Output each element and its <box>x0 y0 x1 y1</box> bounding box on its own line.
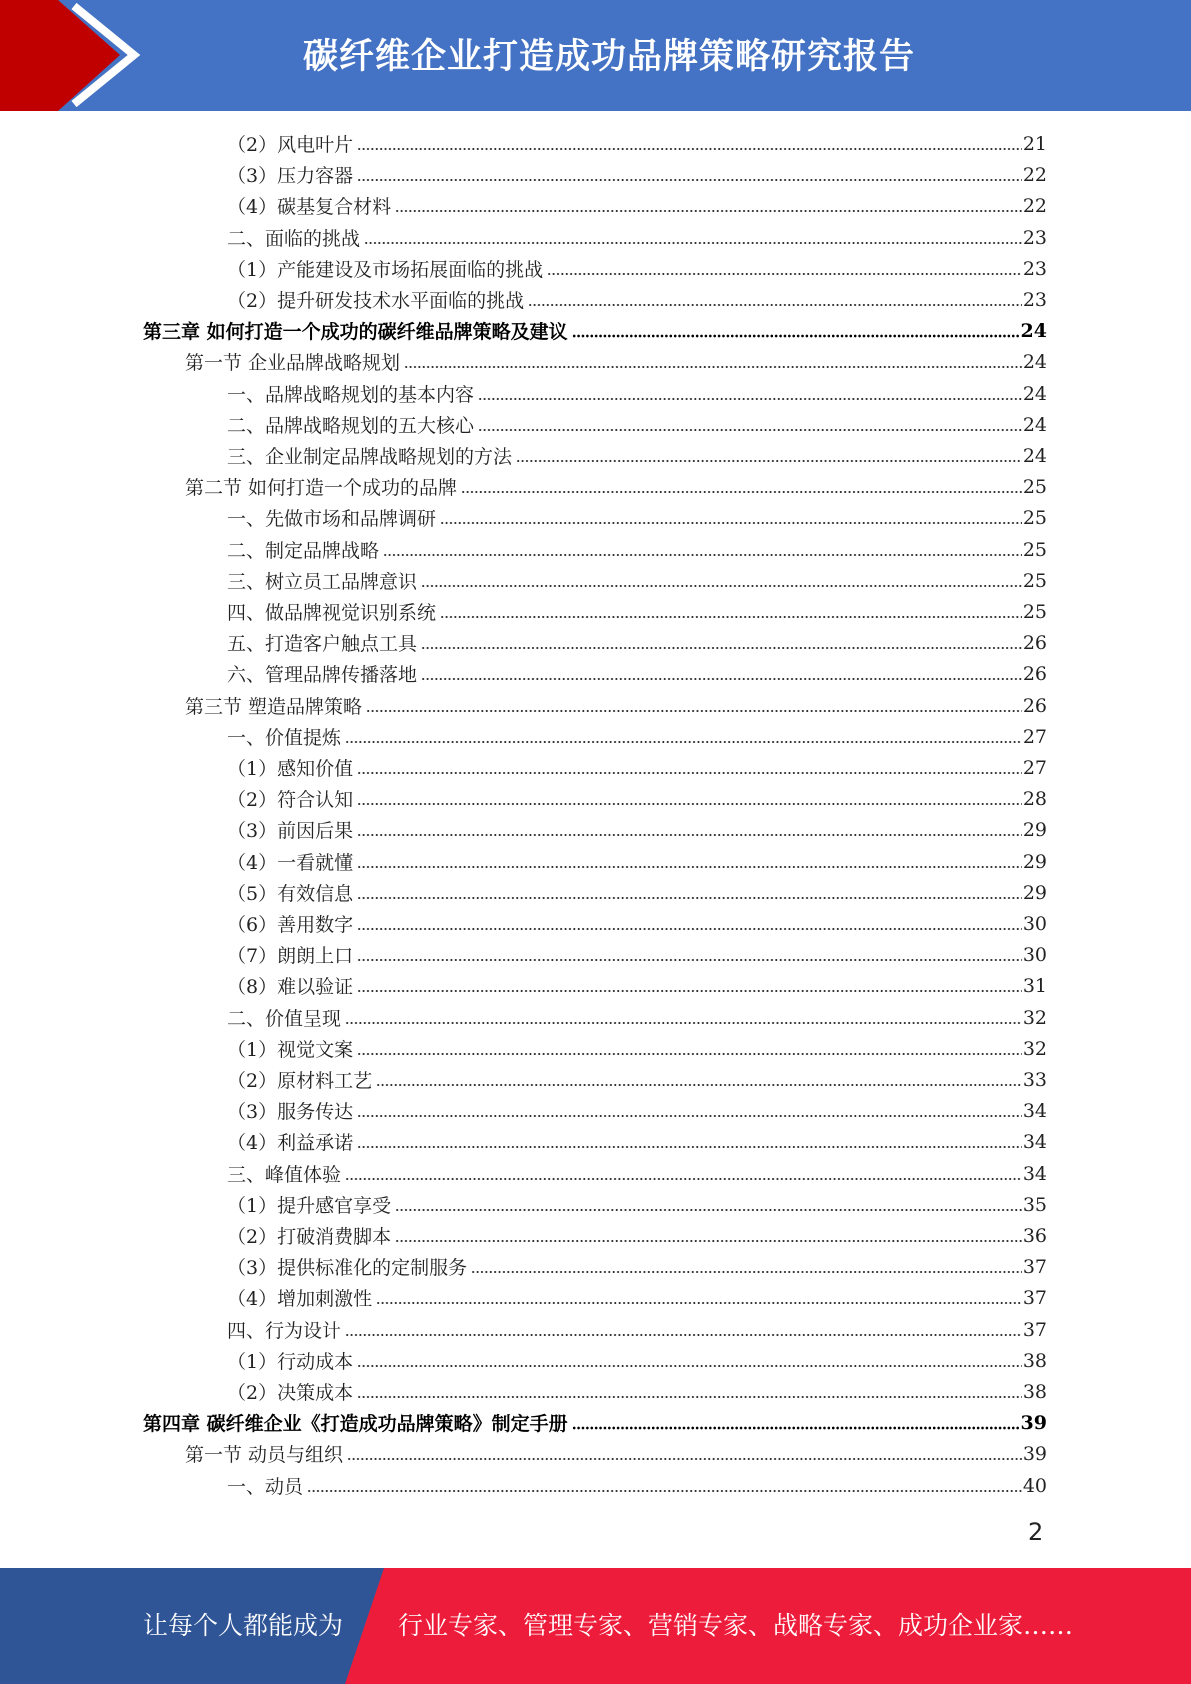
toc-entry[interactable] <box>185 690 1047 721</box>
toc-dot-leader <box>345 1177 1022 1181</box>
toc-entry-page: 29 <box>1022 850 1047 873</box>
toc-dot-leader <box>357 989 1022 993</box>
toc-entry-title: 三、企业制定品牌战略规划的方法 <box>227 446 513 468</box>
toc-entry[interactable] <box>227 1345 1047 1376</box>
toc-entry[interactable] <box>227 1376 1047 1407</box>
toc-entry-title: （6）善用数字 <box>227 914 354 936</box>
toc-entry-title: （2）符合认知 <box>227 789 354 811</box>
toc-entry-page: 33 <box>1022 1068 1047 1091</box>
toc-dot-leader <box>572 1426 1020 1430</box>
toc-entry-page: 37 <box>1022 1286 1047 1309</box>
toc-entry-page: 40 <box>1022 1474 1047 1497</box>
toc-entry-page: 37 <box>1022 1255 1047 1278</box>
toc-dot-leader <box>461 490 1022 494</box>
toc-entry[interactable] <box>185 346 1047 377</box>
toc-entry-title: （1）感知价值 <box>227 758 354 780</box>
toc-entry[interactable] <box>227 1470 1047 1501</box>
toc-entry-title: （5）有效信息 <box>227 883 354 905</box>
toc-dot-leader <box>357 958 1022 962</box>
toc-entry[interactable] <box>227 721 1047 752</box>
toc-entry[interactable] <box>227 284 1047 315</box>
toc-entry-page: 24 <box>1022 413 1047 436</box>
footer-slogan-left: 让每个人都能成为 <box>143 1611 344 1640</box>
footer-slogan-right: 行业专家、管理专家、营销专家、战略专家、成功企业家…… <box>398 1611 1074 1640</box>
toc-entry-page: 31 <box>1022 974 1047 997</box>
toc-entry[interactable] <box>227 1314 1047 1345</box>
toc-entry[interactable] <box>227 658 1047 689</box>
toc-entry[interactable] <box>227 846 1047 877</box>
toc-dot-leader <box>357 771 1022 775</box>
toc-entry[interactable] <box>227 1002 1047 1033</box>
toc-entry-title: 第三节 塑造品牌策略 <box>185 696 363 718</box>
toc-entry-title: （3）压力容器 <box>227 165 354 187</box>
toc-entry-page: 30 <box>1022 912 1047 935</box>
toc-dot-leader <box>440 521 1022 525</box>
toc-dot-leader <box>357 802 1022 806</box>
toc-dot-leader <box>395 209 1022 213</box>
toc-dot-leader <box>357 927 1022 931</box>
toc-dot-leader <box>404 365 1022 369</box>
toc-entry[interactable] <box>227 1064 1047 1095</box>
toc-entry[interactable] <box>227 627 1047 658</box>
toc-entry-page: 38 <box>1022 1349 1047 1372</box>
toc-entry-title: （4）一看就懂 <box>227 852 354 874</box>
toc-entry[interactable] <box>227 783 1047 814</box>
toc-dot-leader <box>364 241 1022 245</box>
toc-entry-page: 37 <box>1022 1318 1047 1341</box>
toc-entry-title: （8）难以验证 <box>227 976 354 998</box>
toc-entry-page: 24 <box>1020 319 1047 342</box>
toc-entry-page: 24 <box>1022 350 1047 373</box>
toc-entry-page: 34 <box>1022 1130 1047 1153</box>
toc-entry[interactable] <box>227 1033 1047 1064</box>
toc-entry-page: 24 <box>1022 382 1047 405</box>
toc-dot-leader <box>383 553 1022 557</box>
toc-entry[interactable] <box>227 1220 1047 1251</box>
toc-entry-title: 二、品牌战略规划的五大核心 <box>227 415 475 437</box>
toc-dot-leader <box>572 334 1020 338</box>
toc-entry-page: 38 <box>1022 1380 1047 1403</box>
toc-dot-leader <box>357 1395 1022 1399</box>
toc-entry[interactable] <box>227 1095 1047 1126</box>
toc-dot-leader <box>345 1333 1022 1337</box>
toc-entry[interactable] <box>227 752 1047 783</box>
toc-dot-leader <box>357 1364 1022 1368</box>
toc-entry-page: 28 <box>1022 787 1047 810</box>
toc-entry-title: 第二节 如何打造一个成功的品牌 <box>185 477 458 499</box>
toc-entry-title: 二、价值呈现 <box>227 1008 342 1030</box>
toc-entry-title: （1）行动成本 <box>227 1351 354 1373</box>
toc-dot-leader <box>478 428 1022 432</box>
toc-entry-title: 五、打造客户触点工具 <box>227 633 418 655</box>
toc-entry-page: 21 <box>1022 132 1047 155</box>
toc-dot-leader <box>478 397 1022 401</box>
toc-dot-leader <box>421 584 1022 588</box>
toc-dot-leader <box>395 1208 1022 1212</box>
toc-entry-page: 23 <box>1022 226 1047 249</box>
toc-entry-title: 三、树立员工品牌意识 <box>227 571 418 593</box>
toc-entry-title: 二、制定品牌战略 <box>227 540 380 562</box>
toc-entry-title: 第三章 如何打造一个成功的碳纤维品牌策略及建议 <box>143 321 568 343</box>
toc-dot-leader <box>307 1489 1022 1493</box>
toc-entry[interactable] <box>227 814 1047 845</box>
toc-entry-title: （3）前因后果 <box>227 820 354 842</box>
toc-entry[interactable] <box>227 409 1047 440</box>
toc-entry-title: 第一节 动员与组织 <box>185 1444 344 1466</box>
toc-entry-page: 25 <box>1022 538 1047 561</box>
toc-entry-page: 26 <box>1022 631 1047 654</box>
toc-entry[interactable] <box>227 378 1047 409</box>
toc-dot-leader <box>345 740 1022 744</box>
page-number: 2 <box>1028 1518 1044 1546</box>
toc-entry[interactable] <box>185 471 1047 502</box>
toc-entry[interactable] <box>227 534 1047 565</box>
toc-entry[interactable] <box>227 253 1047 284</box>
toc-dot-leader <box>421 646 1022 650</box>
toc-dot-leader <box>376 1301 1022 1305</box>
toc-dot-leader <box>471 1270 1022 1274</box>
toc-entry-title: 三、峰值体验 <box>227 1164 342 1186</box>
footer-banner <box>0 1568 1191 1684</box>
toc-entry[interactable] <box>227 1251 1047 1282</box>
toc-chapter-entry[interactable] <box>143 1407 1047 1438</box>
toc-entry-title: （7）朗朗上口 <box>227 945 354 967</box>
toc-dot-leader <box>357 896 1022 900</box>
toc-entry-page: 22 <box>1022 163 1047 186</box>
toc-entry-page: 25 <box>1022 569 1047 592</box>
toc-entry-title: （2）决策成本 <box>227 1382 354 1404</box>
header-banner <box>0 0 1191 111</box>
toc-entry[interactable] <box>227 1126 1047 1157</box>
toc-entry[interactable] <box>227 440 1047 471</box>
toc-entry[interactable] <box>227 1282 1047 1313</box>
toc-entry[interactable] <box>227 565 1047 596</box>
toc-dot-leader <box>376 1083 1022 1087</box>
toc-entry-title: 六、管理品牌传播落地 <box>227 664 418 686</box>
toc-entry-page: 39 <box>1020 1411 1047 1434</box>
toc-dot-leader <box>357 178 1022 182</box>
toc-dot-leader <box>440 615 1022 619</box>
toc-entry-page: 32 <box>1022 1006 1047 1029</box>
toc-entry-page: 34 <box>1022 1099 1047 1122</box>
toc-entry-title: （4）增加刺激性 <box>227 1288 373 1310</box>
toc-entry[interactable] <box>227 159 1047 190</box>
toc-dot-leader <box>528 303 1022 307</box>
toc-dot-leader <box>366 709 1022 713</box>
toc-entry-title: （4）利益承诺 <box>227 1132 354 1154</box>
toc-entry[interactable] <box>227 877 1047 908</box>
header-title: 碳纤维企业打造成功品牌策略研究报告 <box>302 37 915 77</box>
toc-dot-leader <box>516 459 1022 463</box>
toc-dot-leader <box>547 272 1022 276</box>
toc-entry-title: （4）碳基复合材料 <box>227 196 392 218</box>
toc-dot-leader <box>421 677 1022 681</box>
toc-entry-title: （2）提升研发技术水平面临的挑战 <box>227 290 525 312</box>
toc-entry-title: （2）风电叶片 <box>227 134 354 156</box>
toc-entry-page: 25 <box>1022 600 1047 623</box>
toc-entry[interactable] <box>227 190 1047 221</box>
toc-entry-page: 23 <box>1022 288 1047 311</box>
toc-entry-title: （3）提供标准化的定制服务 <box>227 1257 468 1279</box>
toc-entry-page: 29 <box>1022 881 1047 904</box>
toc-entry[interactable] <box>227 596 1047 627</box>
toc-entry-title: （1）视觉文案 <box>227 1039 354 1061</box>
toc-dot-leader <box>395 1239 1022 1243</box>
toc-entry[interactable] <box>227 908 1047 939</box>
toc-entry[interactable] <box>185 1438 1047 1469</box>
toc-dot-leader <box>345 1021 1022 1025</box>
toc-dot-leader <box>357 1052 1022 1056</box>
toc-entry-page: 22 <box>1022 194 1047 217</box>
toc-entry-page: 35 <box>1022 1193 1047 1216</box>
toc-entry-page: 24 <box>1022 444 1047 467</box>
toc-entry[interactable] <box>227 1158 1047 1189</box>
toc-entry-page: 27 <box>1022 756 1047 779</box>
toc-entry[interactable] <box>227 128 1047 159</box>
toc-entry-title: 一、品牌战略规划的基本内容 <box>227 384 475 406</box>
toc-entry[interactable] <box>227 970 1047 1001</box>
toc-entry-page: 32 <box>1022 1037 1047 1060</box>
toc-entry-title: （2）打破消费脚本 <box>227 1226 392 1248</box>
toc-entry-title: （1）提升感官享受 <box>227 1195 392 1217</box>
toc-chapter-entry[interactable] <box>143 315 1047 346</box>
toc-entry[interactable] <box>227 1189 1047 1220</box>
toc-entry-title: （3）服务传达 <box>227 1101 354 1123</box>
toc-dot-leader <box>347 1457 1022 1461</box>
toc-entry-page: 36 <box>1022 1224 1047 1247</box>
toc-dot-leader <box>357 1114 1022 1118</box>
toc-entry-title: 一、价值提炼 <box>227 727 342 749</box>
toc-entry-page: 25 <box>1022 506 1047 529</box>
toc-dot-leader <box>357 833 1022 837</box>
toc-entry[interactable] <box>227 939 1047 970</box>
toc-entry-title: 第一节 企业品牌战略规划 <box>185 352 401 374</box>
toc-entry-page: 30 <box>1022 943 1047 966</box>
toc-entry-title: 第四章 碳纤维企业《打造成功品牌策略》制定手册 <box>143 1413 568 1435</box>
toc-entry-title: （2）原材料工艺 <box>227 1070 373 1092</box>
toc-entry-page: 23 <box>1022 257 1047 280</box>
toc-entry-title: 四、做品牌视觉识别系统 <box>227 602 437 624</box>
toc-entry-page: 25 <box>1022 475 1047 498</box>
toc-entry[interactable] <box>227 502 1047 533</box>
toc-dot-leader <box>357 865 1022 869</box>
toc-entry-page: 26 <box>1022 662 1047 685</box>
toc-dot-leader <box>357 147 1022 151</box>
toc-entry-page: 26 <box>1022 694 1047 717</box>
toc-entry[interactable] <box>227 222 1047 253</box>
toc-entry-page: 27 <box>1022 725 1047 748</box>
toc-entry-title: 二、面临的挑战 <box>227 228 361 250</box>
toc-entry-page: 39 <box>1022 1442 1047 1465</box>
toc-entry-page: 29 <box>1022 818 1047 841</box>
toc-entry-page: 34 <box>1022 1162 1047 1185</box>
toc-dot-leader <box>357 1145 1022 1149</box>
toc-entry-title: （1）产能建设及市场拓展面临的挑战 <box>227 259 544 281</box>
toc-entry-title: 一、动员 <box>227 1476 304 1498</box>
toc-entry-title: 一、先做市场和品牌调研 <box>227 508 437 530</box>
toc-entry-title: 四、行为设计 <box>227 1320 342 1342</box>
